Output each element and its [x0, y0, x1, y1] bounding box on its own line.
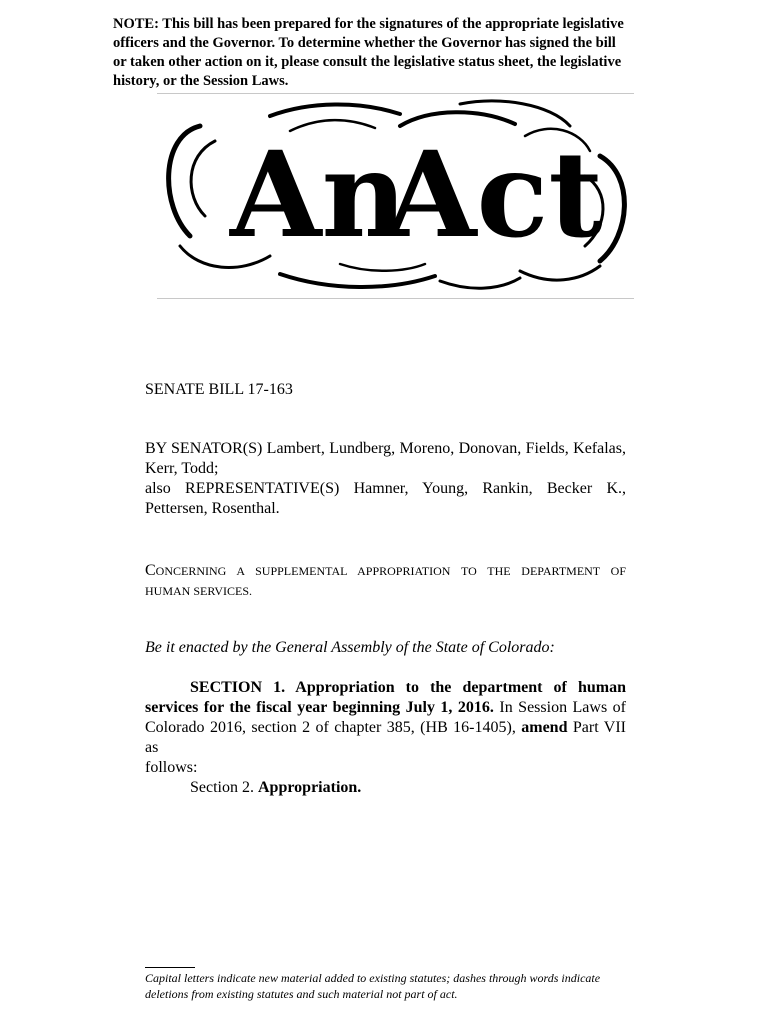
banner-top-rule	[157, 93, 634, 94]
section-1-line-2	[145, 698, 626, 718]
section-1-amend: amend	[521, 719, 568, 736]
note-line-2: officers and the Governor. To determine whether the Governor has signed the bill	[113, 35, 616, 51]
sponsors-senators-line: BY SENATOR(S) Lambert, Lundberg, Moreno, Donovan, Fields, Kefalas,	[145, 440, 626, 457]
an-act-banner	[160, 96, 632, 296]
an-act-ornament-icon	[160, 96, 632, 296]
footnote	[145, 970, 631, 1002]
banner-word-an: An	[230, 125, 408, 264]
note-line-3: or taken other action on it, please consult the legislative status sheet, the legislative	[113, 54, 622, 70]
section-1-heading-part-2: services for the fiscal year beginning July 1, 2016.	[145, 699, 494, 716]
sponsors-representatives-line-2: Pettersen, Rosenthal.	[145, 500, 280, 517]
section-1-line-3-a: Colorado 2016, section 2 of chapter 385, (HB 16-1405),	[145, 719, 522, 736]
banner-word-act: Act	[385, 125, 603, 264]
concerning-rest: ONCERNING A SUPPLEMENTAL APPROPRIATION TO THE DEPARTMENT OF	[155, 564, 626, 578]
section-1-line-3-b: Part VII as	[145, 719, 626, 756]
section-1-line-3	[145, 718, 626, 758]
bill-number: SENATE BILL 17-163	[145, 381, 293, 398]
footnote-line-2: deletions from existing statutes and such material not part of act.	[145, 987, 458, 1001]
concerning-clause-line-2: HUMAN SERVICES.	[145, 584, 253, 598]
concerning-clause-line-1	[145, 560, 626, 582]
section-2-prefix: Section 2.	[190, 779, 258, 796]
section-1-line-2-rest: In Session Laws of	[493, 699, 626, 716]
enacting-clause: Be it enacted by the General Assembly of the State of Colorado:	[145, 639, 555, 656]
banner-bottom-rule	[157, 298, 634, 299]
section-1-heading-part-1: SECTION 1. Appropriation to the department of human	[190, 679, 626, 696]
section-1-line-4: follows:	[145, 759, 198, 776]
legislative-note	[113, 15, 653, 91]
sponsors-representatives-line: also REPRESENTATIVE(S) Hamner, Young, Rankin, Becker K.,	[145, 480, 626, 497]
section-1-line-1	[145, 678, 626, 698]
concerning-initial: C	[145, 562, 156, 579]
note-line-1: NOTE: This bill has been prepared for the signatures of the appropriate legislative	[113, 16, 624, 32]
section-2-heading	[190, 778, 361, 798]
sponsors-senators-line-2: Kerr, Todd;	[145, 460, 219, 477]
footnote-line-1: Capital letters indicate new material added to existing statutes; dashes through words indicate	[145, 971, 601, 985]
section-1-paragraph	[145, 678, 626, 778]
footnote-rule	[145, 967, 195, 968]
sponsors-block	[145, 439, 626, 519]
section-2-title: Appropriation.	[258, 779, 362, 796]
note-line-4: history, or the Session Laws.	[113, 73, 289, 89]
